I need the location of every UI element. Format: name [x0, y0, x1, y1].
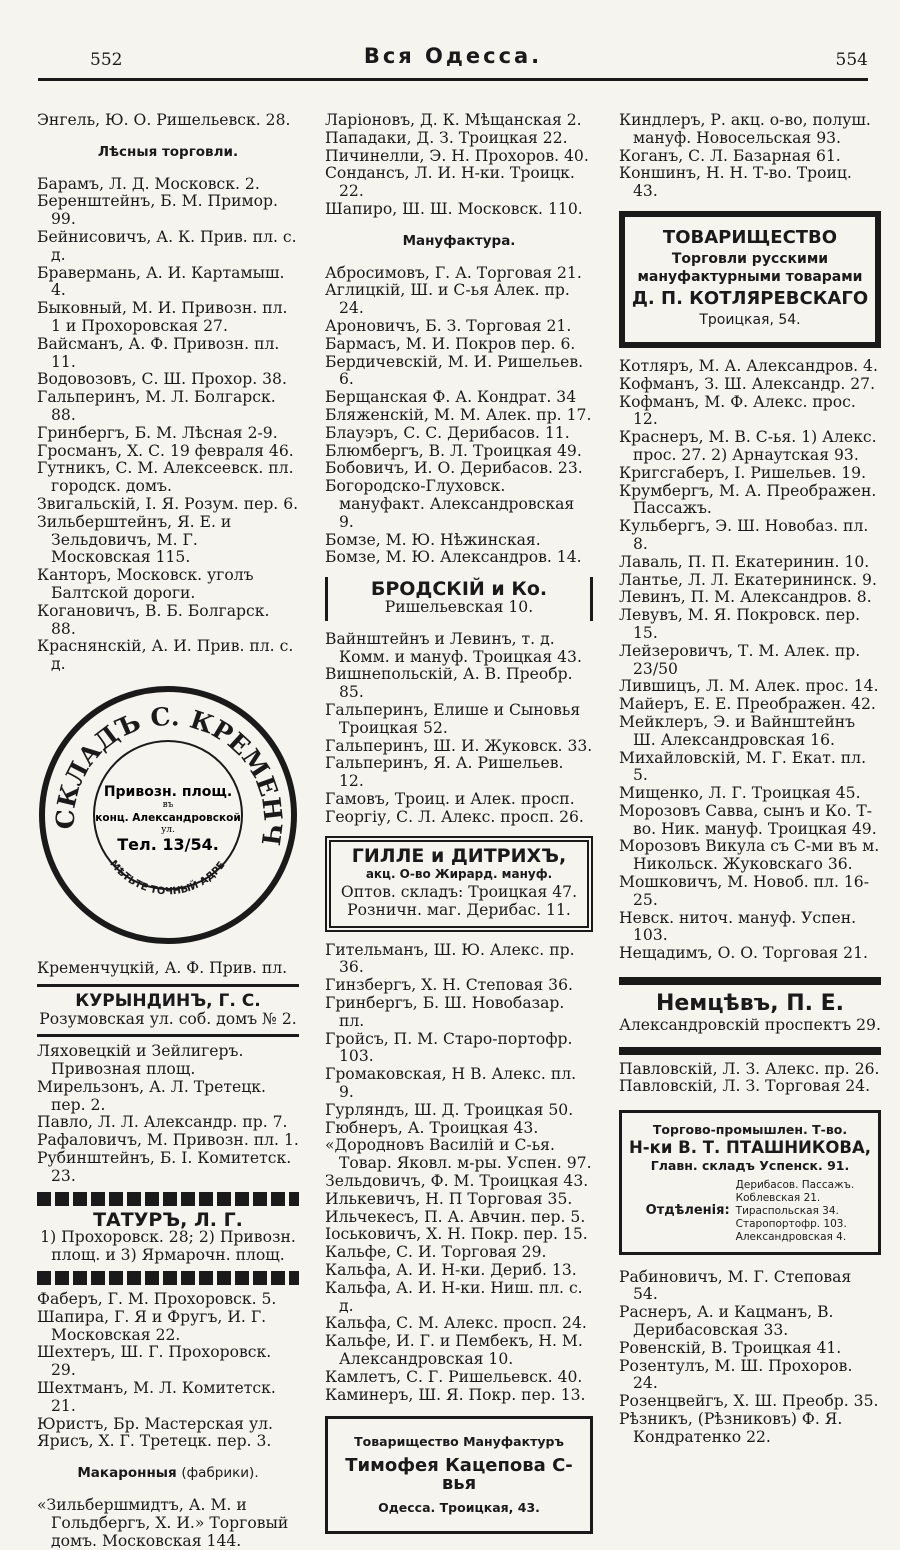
list-item: Сондансъ, Л. И. Н-ки. Троицк. 22.: [325, 164, 575, 201]
brodsky-address: Ришельевская 10.: [384, 597, 534, 616]
list-item: Бармасъ, М. И. Покров пер. 6.: [325, 334, 576, 353]
list-item: Морозовъ Викула съ С-ми въ м. Никольск. Жуковскаго 36.: [619, 837, 880, 874]
brodsky-name: БРОДСКІЙ и Ко.: [370, 578, 548, 601]
list-item: Крумбергъ, М. А. Преображен. Пассажъ.: [619, 481, 877, 518]
header-rule: [38, 78, 868, 81]
list-item: Мошковичъ, М. Новоб. пл. 16-25.: [619, 873, 869, 909]
ptashnikov-line-2: Н-ки В. Т. ПТАШНИКОВА,: [629, 1138, 871, 1158]
list-item: Кальфе, И. Г. и Пембекъ, Н. М. Александровская 10.: [325, 1332, 583, 1368]
branch-item: Дерибасов. Пассажъ.: [735, 1178, 855, 1191]
list-item: Юристъ, Бр. Мастерская ул.: [37, 1414, 273, 1433]
list-item: Левинъ, П. М. Александров. 8.: [619, 588, 872, 607]
list-item: Бляженскій, М. М. Алек. пр. 17.: [325, 405, 592, 424]
list-item: Краснеръ, М. В. С-ья. 1) Алекс. прос. 27. 2) Арнаутская 93.: [619, 428, 877, 464]
list-item: Пападаки, Д. З. Троицкая 22.: [325, 128, 568, 147]
list-item: Водовозовъ, С. Ш. Прохор. 38.: [37, 370, 287, 389]
list-item: Беренштейнъ, Б. М. Примор. 99.: [37, 192, 278, 229]
list-item: Илькевичъ, Н. П Торговая 35.: [325, 1189, 573, 1208]
list-item: Гальперинъ, Я. А. Ришельев. 12.: [325, 754, 564, 791]
list-item: Кальфа, С. М. Алекс. просп. 24.: [325, 1314, 587, 1333]
list-item: Левувъ, М. Я. Покровск. пер. 15.: [619, 606, 861, 642]
kotlyarevsky-line-1: ТОВАРИЩЕСТВО: [662, 226, 838, 248]
list-item: Барамъ, Л. Д. Московск. 2.: [37, 174, 260, 193]
list-item: Каминеръ, Ш. Я. Покр. пер. 13.: [325, 1385, 586, 1404]
entry-list: [37, 1043, 299, 1185]
list-item: Пичинелли, Э. Н. Прохоров. 40.: [325, 146, 589, 165]
list-item: Гальперинъ, М. Л. Болгарск. 88.: [37, 388, 276, 424]
list-item: Ароновичъ, Б. З. Торговая 21.: [325, 316, 572, 335]
list-item: Гутникъ, С. М. Алексеевск. пл. городск. домъ.: [37, 459, 294, 496]
section-heading-makaron: [37, 1465, 299, 1483]
list-item: Блауэръ, С. С. Дерибасов. 11.: [325, 423, 570, 442]
list-item: Рабиновичъ, М. Г. Степовая 54.: [619, 1267, 852, 1304]
kuryndin-address: Розумовская ул. соб. домъ № 2.: [39, 1009, 297, 1028]
list-item: Лейзеровичъ, Т. М. Алек. пр. 23/50: [619, 641, 861, 678]
branch-item: Александровская 4.: [735, 1230, 847, 1243]
list-item: Камлетъ, С. Г. Ришельевск. 40.: [325, 1367, 583, 1386]
list-item: Аглицкій, Ш. и С-ья Алек. пр. 24.: [325, 281, 570, 318]
list-item: Богородско-Глуховск. мануфакт. Александровская 9.: [325, 477, 575, 531]
page-header: [38, 42, 868, 74]
ornament-divider: [37, 1192, 299, 1206]
advertisement-kotlyarevsky: [619, 211, 881, 348]
list-item: Нещадимъ, О. О. Торговая 21.: [619, 944, 868, 963]
tatur-name: ТАТУРЪ, Л. Г.: [93, 1208, 243, 1231]
list-item: Гройсъ, П. М. Старо-портофр. 103.: [325, 1029, 573, 1066]
katsepov-line-2: Тимофея Кацепова С-вья: [345, 1455, 573, 1494]
branch-item: Коблевская 21.: [735, 1191, 821, 1204]
list-item: Краснянскій, А. И. Прив. пл. с. д.: [37, 637, 294, 674]
entry-list: [325, 631, 593, 827]
seal-arc-top: СКЛАДЪ С. КРЕМЕНЧ: [50, 701, 288, 848]
section-heading-lesnye: Лѣсныя торговли.: [97, 143, 239, 160]
nemtsev-name: Немцѣвъ, П. Е.: [655, 991, 845, 1017]
kotlyarevsky-line-3: Д. П. КОТЛЯРЕВСКАГО: [631, 288, 869, 310]
running-title: Вся Одесса.: [363, 44, 543, 68]
list-item: Шехтеръ, Ш. Г. Прохоровск. 29.: [37, 1343, 272, 1380]
list-item: Канторъ, Московск. уголъ Балтской дороги.: [37, 566, 254, 602]
list-item: «Зильбершмидтъ, А. М. и Гольдбергъ, Х. И.» Торговый домъ. Московская 144.: [37, 1496, 289, 1550]
entry-list: [325, 265, 593, 568]
column-2: [325, 112, 593, 1544]
list-item: Шехтманъ, М. Л. Комитетск. 21.: [37, 1379, 276, 1415]
branch-item: Тираспольская 34.: [735, 1204, 839, 1217]
list-item: Фаберъ, Г. М. Прохоровск. 5.: [37, 1290, 277, 1309]
list-item: Майеръ, Е. Е. Преображен. 42.: [619, 695, 876, 714]
list-item: Морозовъ Савва, сынъ и Ко. Т-во. Ник. мануф. Троицкая 49.: [619, 801, 877, 838]
list-item: Коншинъ, Н. Н. Т-во. Троиц. 43.: [619, 164, 852, 201]
kotlyarevsky-line-2: Торговли русскими мануфактурными товарами: [637, 250, 863, 285]
list-item: Гальперинъ, Елише и Сыновья Троицкая 52.: [325, 700, 581, 737]
list-item: Бердичевскій, М. И. Ришельев. 6.: [325, 352, 584, 389]
list-item: Кофманъ, З. Ш. Александр. 27.: [619, 374, 876, 393]
list-item: Бомзе, М. Ю. Нѣжинская.: [325, 530, 541, 549]
ptashnikov-branches: [628, 1179, 872, 1244]
list-item: Абросимовъ, Г. А. Торговая 21.: [325, 263, 582, 282]
list-item: Котляръ, М. А. Александров. 4.: [619, 356, 878, 375]
list-item: Бомзе, М. Ю. Александров. 14.: [325, 548, 582, 567]
branch-item: Старопортофр. 103.: [735, 1217, 847, 1230]
list-item: Киндлеръ, Р. акц. о-во, полуш. мануф. Новосельская 93.: [619, 111, 871, 147]
list-item: Кальфа, А. И. Н-ки. Дериб. 13.: [325, 1261, 577, 1280]
list-item: Гринбергъ, Б. Ш. Новобазар. пл.: [325, 994, 565, 1030]
list-item: Мейклеръ, Э. и Вайнштейнъ Ш. Александровская 16.: [619, 712, 856, 749]
list-item: Ярисъ, Х. Г. Третецк. пер. 3.: [37, 1432, 272, 1451]
ptashnikov-branches-label: Отдѣленія:: [645, 1203, 730, 1219]
list-item: Гинзбергъ, Х. Н. Степовая 36.: [325, 976, 573, 995]
entry-list: [619, 112, 881, 201]
column-1: [37, 112, 299, 1550]
list-item: Лаваль, П. П. Екатеринин. 10.: [619, 552, 870, 571]
ptashnikov-line-3: Главн. складъ Успенск. 91.: [650, 1157, 850, 1173]
list-item: Энгель, Ю. О. Ришельевск. 28.: [37, 111, 291, 129]
list-item: Гросманъ, Х. С. 19 февраля 46.: [37, 441, 294, 460]
list-item: Кульбергъ, Э. Ш. Новобаз. пл. 8.: [619, 517, 869, 553]
list-item: Розентулъ, М. Ш. Прохоров. 24.: [619, 1356, 853, 1393]
section-heading-manuf: Мануфактура.: [402, 232, 516, 249]
divider: [619, 977, 881, 985]
list-item: Гальперинъ, Ш. И. Жуковск. 33.: [325, 736, 593, 755]
list-item: Невск. ниточ. мануф. Успен. 103.: [619, 908, 857, 945]
tatur-address: 1) Прохоровск. 28; 2) Привозн. площ. и 3) Ярмарочн. площ.: [40, 1228, 296, 1265]
advertisement-brodsky: [325, 577, 593, 621]
list-item: Вайсманъ, А. Ф. Привозн. пл. 11.: [37, 334, 280, 371]
kuryndin-name: КУРЫНДИНЪ, Г. С.: [75, 990, 261, 1011]
gille-line-2: Розничн. маг. Дерибас. 11.: [347, 900, 571, 919]
list-item: Громаковская, Н В. Алекс. пл. 9.: [325, 1065, 577, 1102]
list-item: Лантье, Л. Л. Екатерининск. 9.: [619, 570, 877, 589]
page-number-right: 554: [835, 50, 868, 70]
list-item: Іоськовичъ, Х. Н. Покр. пер. 15.: [325, 1225, 588, 1244]
list-item: Зельдовичъ, Ф. М. Троицкая 43.: [325, 1172, 589, 1191]
list-item: Ильчекесъ, П. А. Авчин. пер. 5.: [325, 1207, 586, 1226]
seal-arc-bottom: МѢТЬТЕ ТОЧНЫЙ АДРЕ: [107, 858, 228, 898]
list-item: Гительманъ, Ш. Ю. Алекс. пр. 36.: [325, 940, 575, 977]
list-item: Бобовичъ, И. О. Дерибасов. 23.: [325, 459, 583, 478]
list-item: Вайнштейнъ и Левинъ, т. д. Комм. и мануф. Троицкая 43.: [325, 629, 582, 666]
entry-list: [37, 112, 299, 130]
ptashnikov-branch-list: [736, 1179, 855, 1244]
kotlyarevsky-line-4: Троицкая, 54.: [699, 312, 801, 329]
list-item: Коганъ, С. Л. Базарная 61.: [619, 146, 841, 165]
divider: [619, 1047, 881, 1055]
list-item: Гамовъ, Троиц. и Алек. просп.: [325, 789, 575, 808]
list-item: Бравермань, А. И. Картамыш. 4.: [37, 263, 285, 300]
gille-name: ГИЛЛЕ и ДИТРИХЪ,: [351, 845, 567, 868]
entry-list: [37, 1291, 299, 1451]
section-heading-makaron-bold: Макаронныя: [77, 1465, 177, 1482]
list-item: Гринбергъ, Б. М. Лѣсная 2-9.: [37, 423, 278, 442]
column-3: [619, 112, 881, 1447]
list-item: Павло, Л. Л. Александр. пр. 7.: [37, 1113, 288, 1132]
seal-line-3: конц. Александровской: [95, 811, 241, 824]
entry-list: [37, 1497, 299, 1550]
list-item: Шапиро, Ш. Ш. Московск. 110.: [325, 199, 583, 218]
entry-list: [325, 942, 593, 1405]
list-item: Быковный, М. И. Привозн. пл. 1 и Прохоровская 27.: [37, 299, 288, 335]
entry-list: [37, 176, 299, 674]
list-item: Мищенко, Л. Г. Троицкая 45.: [619, 784, 861, 803]
seal-line-1: Привозн. площ.: [103, 783, 233, 800]
list-item: Павловскій, Л. З. Алекс. пр. 26.: [619, 1059, 880, 1078]
list-item: Кременчуцкій, А. Ф. Прив. пл.: [37, 958, 288, 977]
entry-list: [619, 358, 881, 963]
list-item: Кофманъ, М. Ф. Алекс. прос. 12.: [619, 392, 856, 429]
list-item: Кальфе, С. И. Торговая 29.: [325, 1243, 547, 1262]
list-item: Ляховецкій и Зейлигеръ. Привозная площ.: [37, 1042, 244, 1079]
divider: [37, 1034, 299, 1037]
seal-line-2: въ: [162, 799, 174, 810]
list-item: Мирельзонъ, А. Л. Третецк. пер. 2.: [37, 1077, 266, 1114]
entry-list: [619, 1269, 881, 1447]
list-item: Бейнисовичъ, А. К. Прив. пл. с. д.: [37, 227, 297, 264]
list-item: Рубинштейнъ, Б. І. Комитетск. 23.: [37, 1149, 292, 1185]
gille-line-1: Оптов. складъ: Троицкая 47.: [340, 883, 578, 902]
list-item: Розенцвейгъ, Х. Ш. Преобр. 35.: [619, 1392, 879, 1411]
seal-line-5: Тел. 13/54.: [117, 834, 219, 854]
divider: [37, 984, 299, 987]
seal-line-4: ул.: [161, 824, 175, 835]
list-item: Раснеръ, А. и Кацманъ, В. Дерибасовская 33.: [619, 1303, 834, 1340]
list-item: Ровенскій, В. Троицкая 41.: [619, 1338, 842, 1357]
list-item: Георгіу, С. Л. Алекс. просп. 26.: [325, 807, 584, 826]
list-item: Михайловскій, М. Г. Екат. пл. 5.: [619, 748, 867, 785]
list-item: Павловскій, Л. З. Торговая 24.: [619, 1077, 871, 1096]
list-item: Блюмбергъ, В. Л. Троицкая 49.: [325, 441, 582, 460]
ornament-divider: [37, 1271, 299, 1285]
entry-list: [325, 112, 593, 219]
ptashnikov-line-1: Торгово-промышлен. Т-во.: [652, 1122, 848, 1138]
list-item: Лившицъ, Л. М. Алек. прос. 14.: [619, 677, 879, 696]
nemtsev-address: Александровскій проспектъ 29.: [619, 1015, 881, 1034]
list-item: Когановичъ, В. Б. Болгарск. 88.: [37, 601, 270, 638]
entry-list: [619, 1061, 881, 1097]
section-heading-makaron-note: (фабрики).: [181, 1465, 259, 1482]
list-item: Зильберштейнъ, Я. Е. и Зельдовичъ, М. Г. Московская 115.: [37, 512, 232, 567]
list-item: Ларіоновъ, Д. К. Мѣщанская 2.: [325, 111, 582, 129]
advertisement-ptashnikov: [619, 1110, 881, 1254]
list-item: Гюбнеръ, А. Троицкая 43.: [325, 1118, 539, 1137]
gille-subtitle: акц. О-во Жирард. мануф.: [365, 867, 553, 882]
list-item: Кригсгаберъ, І. Ришельев. 19.: [619, 463, 867, 482]
list-item: Рафаловичъ, М. Привозн. пл. 1.: [37, 1131, 299, 1150]
katsepov-line-3: Одесса. Троицкая, 43.: [378, 1499, 540, 1515]
advertisement-kremenchutsky: [37, 684, 299, 946]
list-item: Шапира, Г. Я и Фругъ, И. Г. Московская 22.: [37, 1307, 267, 1344]
katsepov-line-1: Товарищество Мануфактуръ: [354, 1434, 564, 1450]
list-item: Берщанская Ф. А. Кондрат. 34: [325, 388, 577, 407]
list-item: «Дородновъ Василій и С-ья. Товар. Яковл. м-ры. Успен. 97.: [325, 1136, 592, 1173]
list-item: Гурляндъ, Ш. Д. Троицкая 50.: [325, 1100, 574, 1119]
list-item: Звигальскій, І. Я. Розум. пер. 6.: [37, 494, 299, 513]
list-item: Кальфа, А. И. Н-ки. Ниш. пл. с. д.: [325, 1278, 583, 1315]
advertisement-gille: [325, 836, 593, 931]
list-item: Рѣзникъ, (Рѣзниковъ) Ф. Я. Кондратенко 22.: [619, 1410, 843, 1446]
kremenchutsky-seal: [37, 684, 299, 946]
list-item: Вишнепольскій, А. В. Преобр. 85.: [325, 665, 573, 702]
page-number-left: 552: [90, 50, 123, 70]
